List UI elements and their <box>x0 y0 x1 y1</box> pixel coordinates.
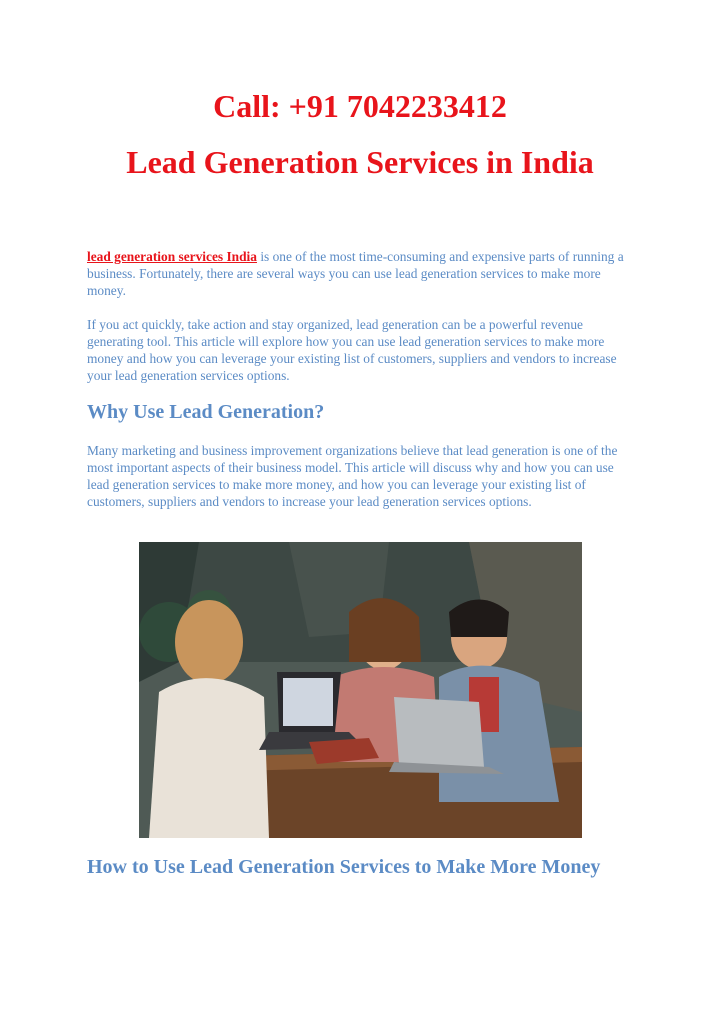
photo-illustration <box>139 542 582 838</box>
page-title: Lead Generation Services in India <box>126 144 594 180</box>
section-heading-why: Why Use Lead Generation? <box>87 401 325 423</box>
intro-paragraph <box>87 248 637 299</box>
section-body-why: Many marketing and business improvement organizations believe that lead generation is one of the most important aspects of their business model. This article will discuss why and how you can use lead generation services to make more money, and how you can leverage your existing list of customers, suppliers and vendors to increase your lead generation services options. <box>87 443 618 509</box>
intro-text: is one of the most time-consuming and expensive parts of running a business. Fortunately, there are several ways you can use lead generation services to make more money. <box>87 249 624 298</box>
paragraph-two: If you act quickly, take action and stay organized, lead generation can be a powerful revenue generating tool. This article will explore how you can use lead generation services to make more money and how you can leverage your existing list of customers, suppliers and vendors to increase your lead generation services options. <box>87 317 617 383</box>
team-meeting-photo <box>139 542 582 838</box>
lead-generation-link[interactable]: lead generation services India <box>87 249 257 264</box>
section-heading-how: How to Use Lead Generation Services to Make More Money <box>87 856 601 878</box>
call-phone-heading: Call: +91 7042233412 <box>213 88 507 124</box>
